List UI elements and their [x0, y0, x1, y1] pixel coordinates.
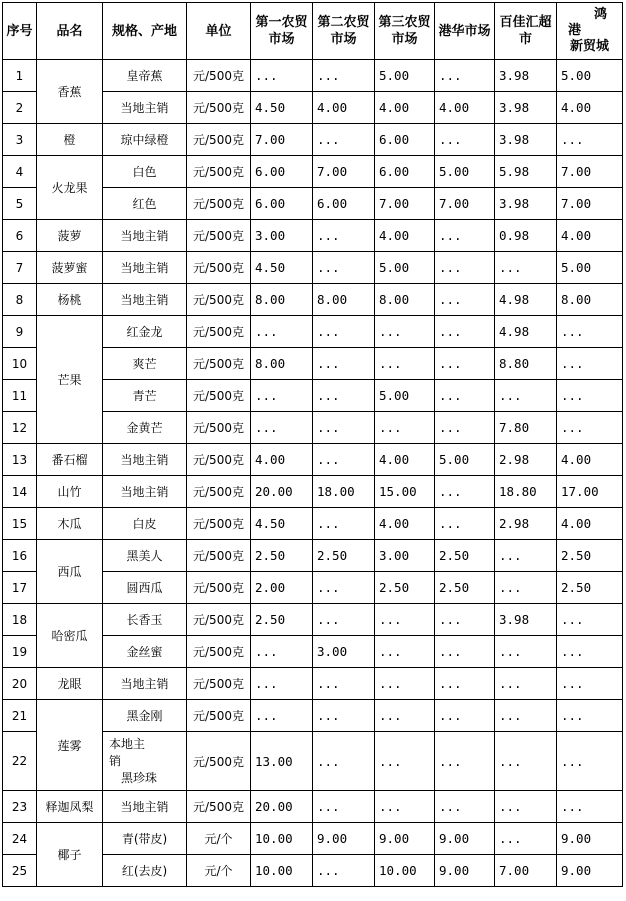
row-seq: 14 — [3, 476, 37, 508]
price-market-1: 10.00 — [251, 823, 313, 855]
unit-cell: 元/500克 — [187, 508, 251, 540]
price-market-3: 6.00 — [375, 124, 435, 156]
spec-cell — [103, 732, 187, 791]
price-market-3: 2.50 — [375, 572, 435, 604]
price-market-4: 4.00 — [435, 92, 495, 124]
table-row — [3, 604, 623, 636]
price-market-6: 5.00 — [557, 252, 623, 284]
price-market-4: ... — [435, 508, 495, 540]
spec-cell: 当地主销 — [103, 444, 187, 476]
price-market-6: 7.00 — [557, 156, 623, 188]
price-market-1: 20.00 — [251, 791, 313, 823]
price-market-3: 4.00 — [375, 220, 435, 252]
price-market-2: 7.00 — [313, 156, 375, 188]
row-seq: 6 — [3, 220, 37, 252]
price-market-5: 7.80 — [495, 412, 557, 444]
price-market-1: 4.50 — [251, 92, 313, 124]
price-market-5: 5.98 — [495, 156, 557, 188]
row-seq: 23 — [3, 791, 37, 823]
product-name: 火龙果 — [37, 156, 103, 220]
spec-cell: 当地主销 — [103, 668, 187, 700]
header-market-2 — [313, 3, 375, 60]
price-market-4: ... — [435, 284, 495, 316]
price-market-5: 18.80 — [495, 476, 557, 508]
product-name: 杨桃 — [37, 284, 103, 316]
price-market-3: ... — [375, 412, 435, 444]
table-row — [3, 284, 623, 316]
price-market-3: ... — [375, 636, 435, 668]
price-market-3: 4.00 — [375, 508, 435, 540]
table-row — [3, 700, 623, 732]
price-market-4: ... — [435, 476, 495, 508]
unit-cell: 元/500克 — [187, 156, 251, 188]
price-market-4: ... — [435, 732, 495, 791]
header-market-4: 港华市场 — [435, 3, 495, 60]
price-table — [2, 2, 623, 887]
unit-cell: 元/500克 — [187, 476, 251, 508]
price-market-6: ... — [557, 791, 623, 823]
row-seq: 12 — [3, 412, 37, 444]
row-seq: 10 — [3, 348, 37, 380]
price-market-2: ... — [313, 604, 375, 636]
price-market-4: ... — [435, 316, 495, 348]
price-market-1: ... — [251, 60, 313, 92]
price-market-2: ... — [313, 348, 375, 380]
price-market-2: ... — [313, 732, 375, 791]
price-market-2: ... — [313, 252, 375, 284]
price-market-5: ... — [495, 572, 557, 604]
price-market-1: ... — [251, 700, 313, 732]
product-name: 西瓜 — [37, 540, 103, 604]
table-row — [3, 540, 623, 572]
price-market-4: 7.00 — [435, 188, 495, 220]
unit-cell: 元/500克 — [187, 188, 251, 220]
price-market-1: 6.00 — [251, 188, 313, 220]
price-market-5: 4.98 — [495, 316, 557, 348]
price-market-2: ... — [313, 412, 375, 444]
price-market-4: 9.00 — [435, 823, 495, 855]
price-market-3: 5.00 — [375, 60, 435, 92]
price-market-3: ... — [375, 316, 435, 348]
unit-cell: 元/500克 — [187, 252, 251, 284]
price-market-4: ... — [435, 636, 495, 668]
price-market-6: ... — [557, 732, 623, 791]
price-market-5: 3.98 — [495, 188, 557, 220]
price-market-6: ... — [557, 124, 623, 156]
price-market-1: 3.00 — [251, 220, 313, 252]
price-market-4: 2.50 — [435, 572, 495, 604]
price-market-6: 5.00 — [557, 60, 623, 92]
price-market-5: 4.98 — [495, 284, 557, 316]
price-market-4: ... — [435, 220, 495, 252]
header-market-1-line1: 第一农贸 — [255, 15, 308, 30]
price-market-3: 3.00 — [375, 540, 435, 572]
price-market-4: ... — [435, 60, 495, 92]
header-name: 品名 — [37, 3, 103, 60]
unit-cell: 元/500克 — [187, 700, 251, 732]
table-row — [3, 156, 623, 188]
price-market-5: 3.98 — [495, 124, 557, 156]
spec-cell: 青(带皮) — [103, 823, 187, 855]
price-market-5: 3.98 — [495, 60, 557, 92]
price-market-1: 2.00 — [251, 572, 313, 604]
table-row — [3, 316, 623, 348]
price-market-5: ... — [495, 823, 557, 855]
price-market-6: 2.50 — [557, 540, 623, 572]
product-name: 香蕉 — [37, 60, 103, 124]
spec-cell: 当地主销 — [103, 476, 187, 508]
price-market-4: ... — [435, 604, 495, 636]
price-market-2: ... — [313, 124, 375, 156]
header-market-6 — [557, 3, 623, 60]
price-market-2: 4.00 — [313, 92, 375, 124]
price-market-5: ... — [495, 636, 557, 668]
row-seq: 20 — [3, 668, 37, 700]
row-seq: 16 — [3, 540, 37, 572]
spec-cell: 当地主销 — [103, 791, 187, 823]
price-market-6: 2.50 — [557, 572, 623, 604]
unit-cell: 元/500克 — [187, 92, 251, 124]
table-row — [3, 220, 623, 252]
price-market-6: ... — [557, 412, 623, 444]
price-market-6: ... — [557, 636, 623, 668]
price-market-6: ... — [557, 380, 623, 412]
price-market-3: 4.00 — [375, 92, 435, 124]
header-unit: 单位 — [187, 3, 251, 60]
price-market-4: ... — [435, 412, 495, 444]
price-market-1: 6.00 — [251, 156, 313, 188]
spec-cell: 青芒 — [103, 380, 187, 412]
row-seq: 21 — [3, 700, 37, 732]
header-market-6-line3: 新贸城 — [569, 39, 609, 54]
price-market-3: ... — [375, 604, 435, 636]
price-market-3: 5.00 — [375, 380, 435, 412]
spec-cell: 爽芒 — [103, 348, 187, 380]
header-market-5-line1: 百佳汇超 — [499, 15, 552, 30]
price-market-6: 9.00 — [557, 823, 623, 855]
price-market-2: ... — [313, 508, 375, 540]
price-market-4: ... — [435, 252, 495, 284]
header-market-1-line2: 市场 — [268, 32, 295, 47]
price-market-2: ... — [313, 668, 375, 700]
spec-cell: 金黄芒 — [103, 412, 187, 444]
product-name: 番石榴 — [37, 444, 103, 476]
price-market-2: 6.00 — [313, 188, 375, 220]
price-market-3: 8.00 — [375, 284, 435, 316]
row-seq: 11 — [3, 380, 37, 412]
price-market-1: ... — [251, 636, 313, 668]
price-market-1: ... — [251, 316, 313, 348]
table-row — [3, 252, 623, 284]
table-row — [3, 791, 623, 823]
product-name: 芒果 — [37, 316, 103, 444]
unit-cell: 元/500克 — [187, 791, 251, 823]
price-market-1: 8.00 — [251, 284, 313, 316]
header-seq: 序号 — [3, 3, 37, 60]
unit-cell: 元/500克 — [187, 284, 251, 316]
row-seq: 17 — [3, 572, 37, 604]
unit-cell: 元/500克 — [187, 604, 251, 636]
price-market-2: ... — [313, 855, 375, 887]
row-seq: 3 — [3, 124, 37, 156]
price-market-2: ... — [313, 700, 375, 732]
spec-cell: 白皮 — [103, 508, 187, 540]
table-row — [3, 476, 623, 508]
price-market-4: ... — [435, 124, 495, 156]
unit-cell: 元/500克 — [187, 540, 251, 572]
price-market-2: ... — [313, 444, 375, 476]
spec-cell: 长香玉 — [103, 604, 187, 636]
spec-cell: 皇帝蕉 — [103, 60, 187, 92]
price-market-2: 8.00 — [313, 284, 375, 316]
product-name: 菠萝蜜 — [37, 252, 103, 284]
price-market-6: 4.00 — [557, 508, 623, 540]
table-row — [3, 60, 623, 92]
price-market-6: 4.00 — [557, 92, 623, 124]
unit-cell: 元/500克 — [187, 668, 251, 700]
price-market-1: 13.00 — [251, 732, 313, 791]
spec-cell: 黑美人 — [103, 540, 187, 572]
price-market-1: 10.00 — [251, 855, 313, 887]
price-market-1: 4.50 — [251, 508, 313, 540]
row-seq: 7 — [3, 252, 37, 284]
row-seq: 2 — [3, 92, 37, 124]
product-name: 菠萝 — [37, 220, 103, 252]
spec-cell: 金丝蜜 — [103, 636, 187, 668]
price-market-5: ... — [495, 668, 557, 700]
price-market-6: ... — [557, 348, 623, 380]
price-market-3: ... — [375, 732, 435, 791]
price-market-4: ... — [435, 380, 495, 412]
price-market-1: 2.50 — [251, 604, 313, 636]
unit-cell: 元/个 — [187, 855, 251, 887]
price-market-1: 2.50 — [251, 540, 313, 572]
price-market-4: ... — [435, 348, 495, 380]
row-seq: 18 — [3, 604, 37, 636]
header-market-1 — [251, 3, 313, 60]
price-market-3: 9.00 — [375, 823, 435, 855]
price-market-1: 8.00 — [251, 348, 313, 380]
row-seq: 24 — [3, 823, 37, 855]
spec-cell: 黑金刚 — [103, 700, 187, 732]
header-spec: 规格、产地 — [103, 3, 187, 60]
price-market-4: ... — [435, 700, 495, 732]
price-market-5: 3.98 — [495, 92, 557, 124]
price-market-4: 2.50 — [435, 540, 495, 572]
row-seq: 1 — [3, 60, 37, 92]
table-row — [3, 668, 623, 700]
product-name: 释迦凤梨 — [37, 791, 103, 823]
table-body — [3, 60, 623, 887]
price-market-3: ... — [375, 791, 435, 823]
price-market-2: 9.00 — [313, 823, 375, 855]
header-market-3 — [375, 3, 435, 60]
price-market-2: ... — [313, 572, 375, 604]
price-market-5: 3.98 — [495, 604, 557, 636]
price-market-6: 8.00 — [557, 284, 623, 316]
unit-cell: 元/500克 — [187, 732, 251, 791]
price-market-1: 7.00 — [251, 124, 313, 156]
row-seq: 19 — [3, 636, 37, 668]
price-market-4: 5.00 — [435, 444, 495, 476]
price-market-2: ... — [313, 316, 375, 348]
price-market-2: 2.50 — [313, 540, 375, 572]
price-market-5: ... — [495, 540, 557, 572]
spec-cell: 圆西瓜 — [103, 572, 187, 604]
unit-cell: 元/500克 — [187, 444, 251, 476]
table-row — [3, 444, 623, 476]
price-market-4: ... — [435, 668, 495, 700]
product-name: 木瓜 — [37, 508, 103, 540]
table-row — [3, 124, 623, 156]
unit-cell: 元/500克 — [187, 380, 251, 412]
spec-cell: 红(去皮) — [103, 855, 187, 887]
unit-cell: 元/500克 — [187, 60, 251, 92]
spec-line: 黑珍珠 — [121, 770, 158, 785]
price-market-1: 20.00 — [251, 476, 313, 508]
price-market-6: 4.00 — [557, 444, 623, 476]
row-seq: 25 — [3, 855, 37, 887]
price-market-3: 6.00 — [375, 156, 435, 188]
price-market-3: ... — [375, 668, 435, 700]
price-market-5: ... — [495, 732, 557, 791]
unit-cell: 元/500克 — [187, 572, 251, 604]
price-market-3: ... — [375, 700, 435, 732]
header-market-3-line2: 市场 — [391, 32, 418, 47]
price-market-2: ... — [313, 220, 375, 252]
price-market-6: 4.00 — [557, 220, 623, 252]
row-seq: 22 — [3, 732, 37, 791]
product-name: 橙 — [37, 124, 103, 156]
price-market-2: ... — [313, 60, 375, 92]
table-row — [3, 823, 623, 855]
row-seq: 4 — [3, 156, 37, 188]
unit-cell: 元/个 — [187, 823, 251, 855]
unit-cell: 元/500克 — [187, 316, 251, 348]
price-market-5: 2.98 — [495, 508, 557, 540]
price-market-6: ... — [557, 668, 623, 700]
price-market-5: ... — [495, 700, 557, 732]
price-market-5: 8.80 — [495, 348, 557, 380]
price-market-4: 9.00 — [435, 855, 495, 887]
row-seq: 9 — [3, 316, 37, 348]
price-market-4: 5.00 — [435, 156, 495, 188]
price-market-5: ... — [495, 252, 557, 284]
header-market-6-line1: 鸿 — [593, 7, 607, 22]
header-market-3-line1: 第三农贸 — [378, 15, 431, 30]
price-market-5: 7.00 — [495, 855, 557, 887]
row-seq: 15 — [3, 508, 37, 540]
row-seq: 5 — [3, 188, 37, 220]
price-market-3: 7.00 — [375, 188, 435, 220]
spec-cell: 琼中绿橙 — [103, 124, 187, 156]
price-market-2: 18.00 — [313, 476, 375, 508]
unit-cell: 元/500克 — [187, 636, 251, 668]
price-market-1: ... — [251, 380, 313, 412]
price-market-5: ... — [495, 380, 557, 412]
price-market-3: 15.00 — [375, 476, 435, 508]
spec-cell: 当地主销 — [103, 284, 187, 316]
header-market-5-line2: 市 — [518, 32, 532, 47]
table-row — [3, 508, 623, 540]
spec-line: 本地主 — [109, 736, 146, 751]
price-market-3: ... — [375, 348, 435, 380]
price-market-6: 9.00 — [557, 855, 623, 887]
price-market-1: ... — [251, 412, 313, 444]
price-market-3: 5.00 — [375, 252, 435, 284]
price-market-2: 3.00 — [313, 636, 375, 668]
price-market-6: ... — [557, 604, 623, 636]
header-market-6-line2: 港 — [567, 23, 581, 38]
price-market-6: ... — [557, 700, 623, 732]
spec-line: 销 — [109, 753, 122, 768]
product-name: 莲雾 — [37, 700, 103, 791]
unit-cell: 元/500克 — [187, 412, 251, 444]
product-name: 龙眼 — [37, 668, 103, 700]
price-market-1: 4.00 — [251, 444, 313, 476]
product-name: 哈密瓜 — [37, 604, 103, 668]
header-row — [3, 3, 623, 60]
price-market-2: ... — [313, 791, 375, 823]
spec-cell: 当地主销 — [103, 252, 187, 284]
price-market-5: ... — [495, 791, 557, 823]
unit-cell: 元/500克 — [187, 348, 251, 380]
spec-cell: 白色 — [103, 156, 187, 188]
spec-cell: 红色 — [103, 188, 187, 220]
price-market-3: 4.00 — [375, 444, 435, 476]
header-market-5 — [495, 3, 557, 60]
product-name: 山竹 — [37, 476, 103, 508]
price-market-6: 7.00 — [557, 188, 623, 220]
price-market-1: 4.50 — [251, 252, 313, 284]
row-seq: 8 — [3, 284, 37, 316]
price-market-1: ... — [251, 668, 313, 700]
price-market-3: 10.00 — [375, 855, 435, 887]
price-market-2: ... — [313, 380, 375, 412]
price-market-6: ... — [557, 316, 623, 348]
product-name: 椰子 — [37, 823, 103, 887]
row-seq: 13 — [3, 444, 37, 476]
price-market-4: ... — [435, 791, 495, 823]
spec-cell: 当地主销 — [103, 92, 187, 124]
price-market-6: 17.00 — [557, 476, 623, 508]
header-market-2-line1: 第二农贸 — [317, 15, 370, 30]
price-market-5: 0.98 — [495, 220, 557, 252]
spec-cell: 红金龙 — [103, 316, 187, 348]
unit-cell: 元/500克 — [187, 124, 251, 156]
spec-cell: 当地主销 — [103, 220, 187, 252]
price-market-5: 2.98 — [495, 444, 557, 476]
unit-cell: 元/500克 — [187, 220, 251, 252]
header-market-2-line2: 市场 — [330, 32, 357, 47]
